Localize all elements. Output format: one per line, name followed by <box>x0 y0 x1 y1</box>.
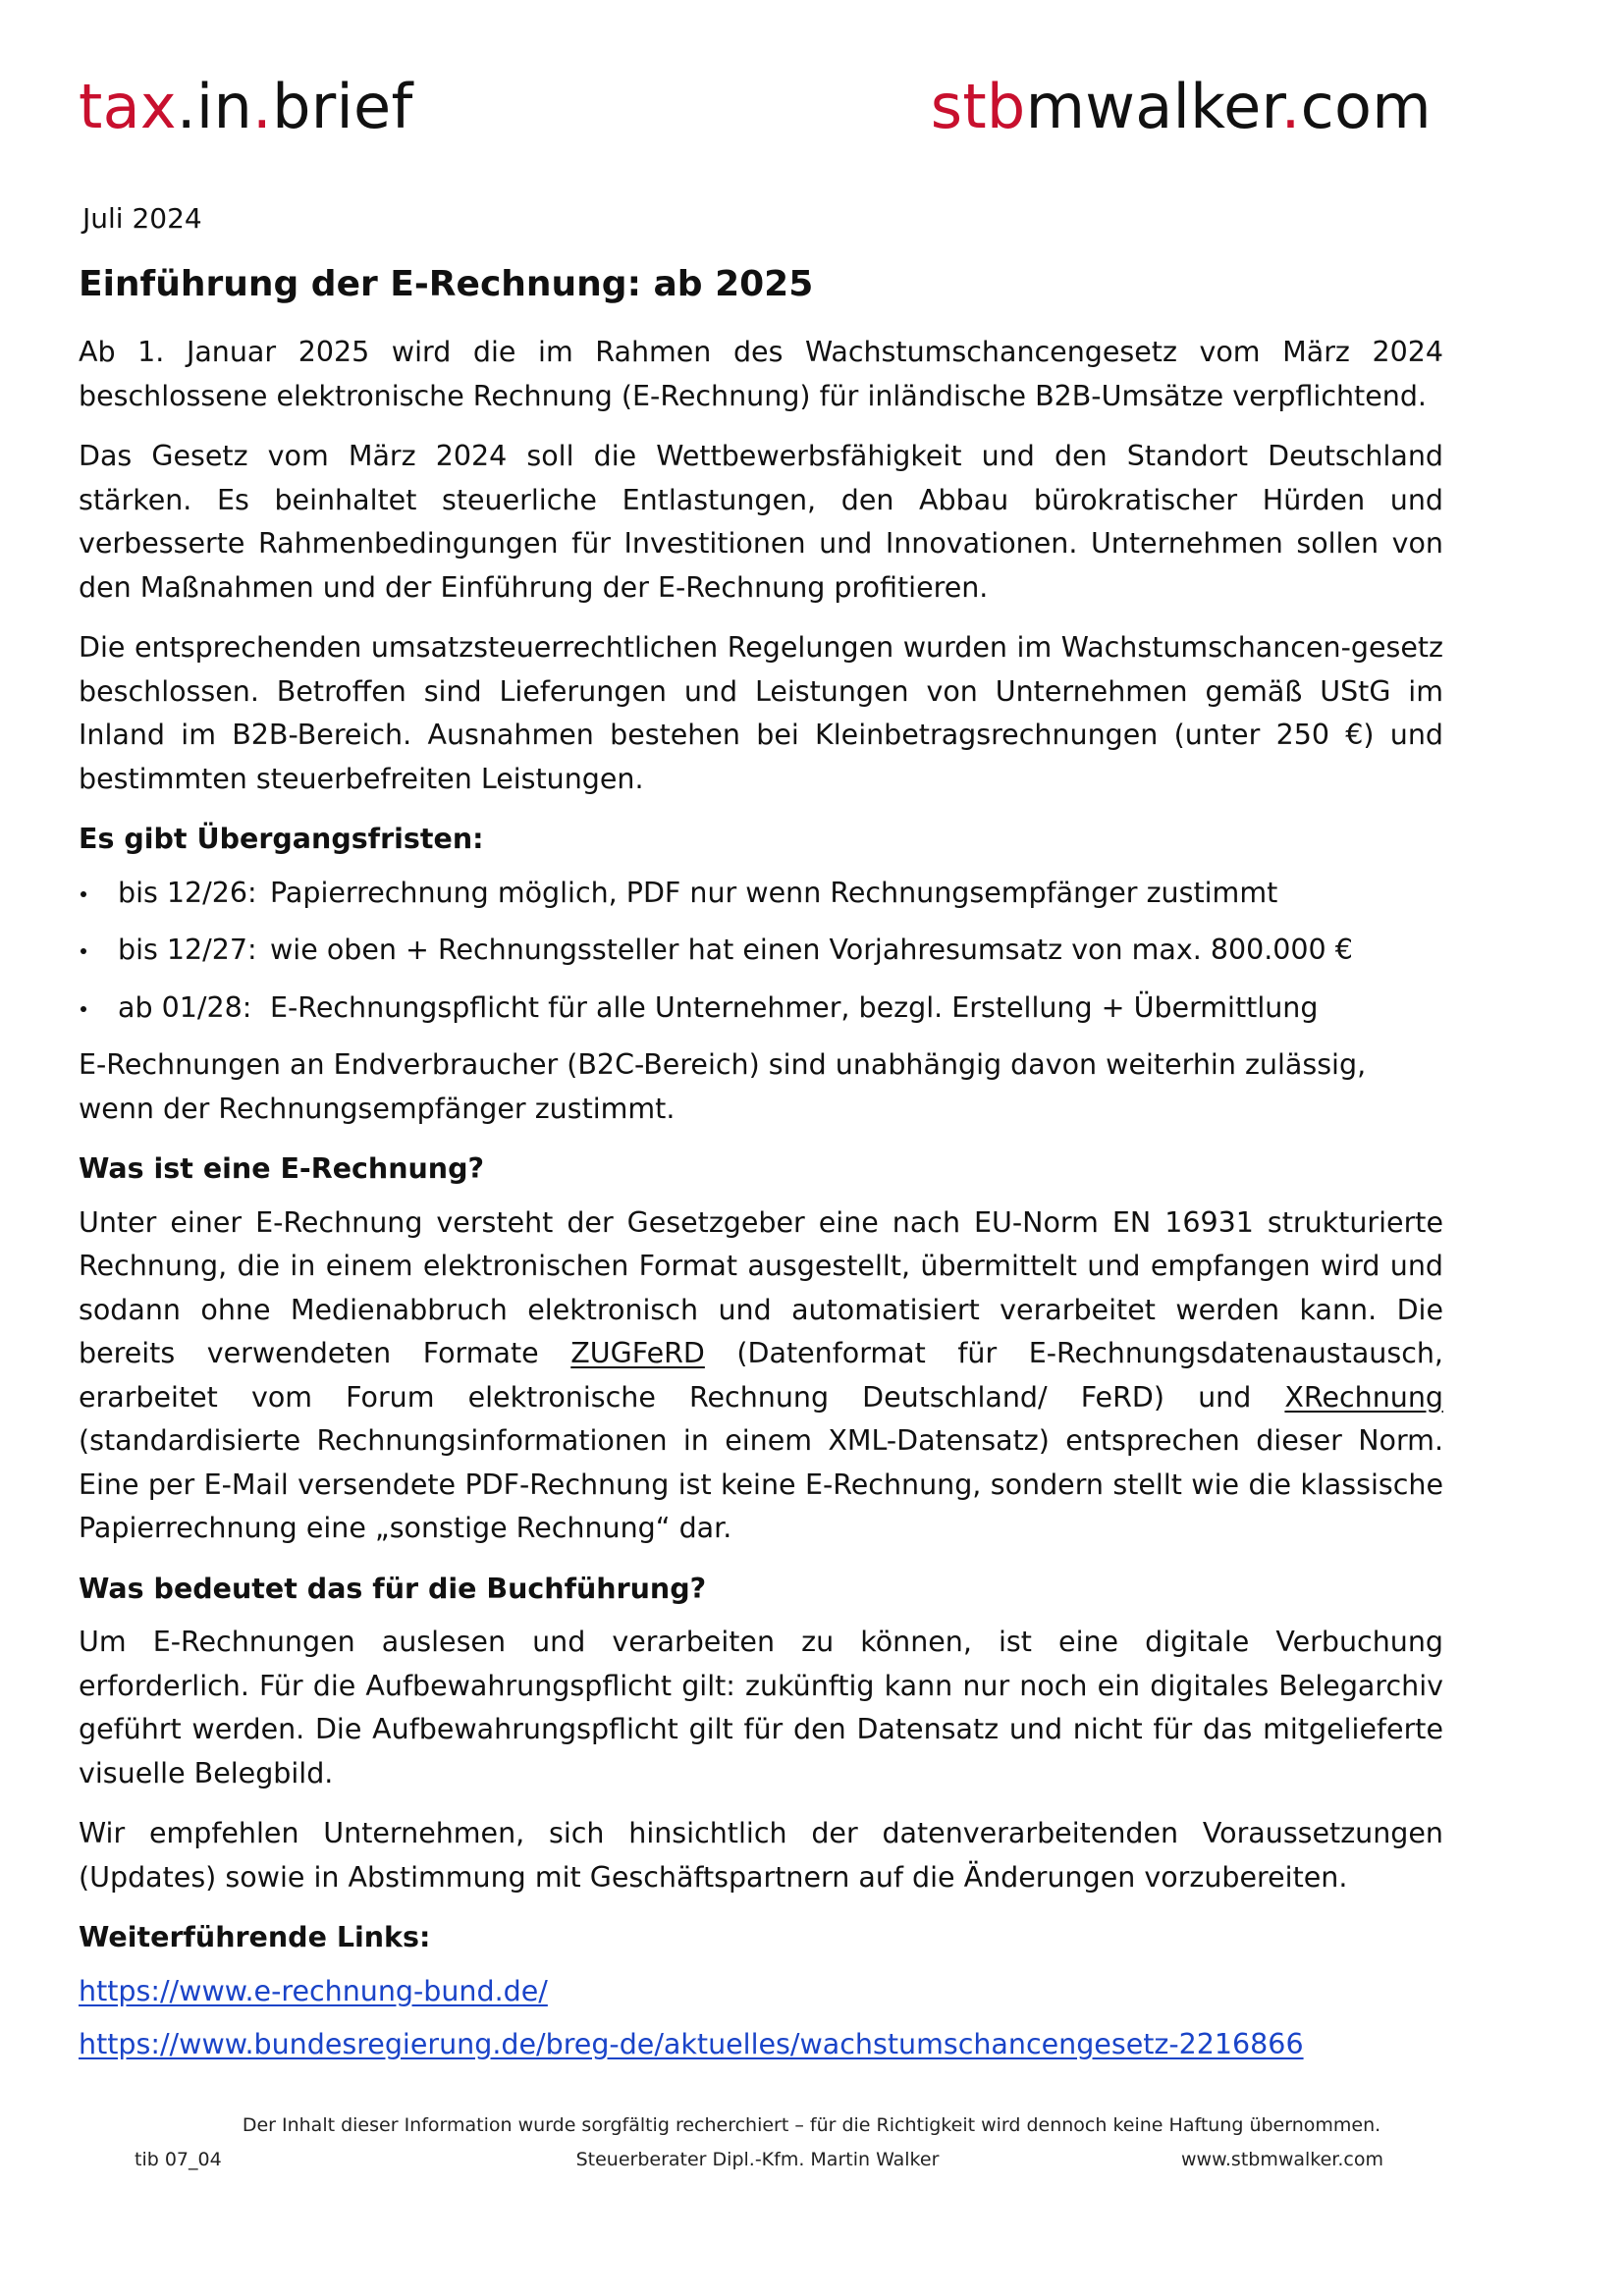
bookkeeping-heading: Was bedeutet das für die Buchführung? <box>79 1572 707 1605</box>
period-text: Papierrechnung möglich, PDF nur wenn Rechnungsempfänger zustimmt <box>270 876 1278 909</box>
period-term: bis 12/26: <box>118 876 257 909</box>
link-bundesregierung[interactable]: https://www.bundesregierung.de/breg-de/aktuelles/wachstumschancengesetz-2216866 <box>79 2028 1304 2060</box>
b2c-paragraph: E-Rechnungen an Endverbraucher (B2C-Bereich) sind unabhängig davon weiterhin zulässig, wenn der Rechnungsempfänger zustimmt. <box>79 1048 1367 1125</box>
footer-author: Steuerberater Dipl.-Kfm. Martin Walker <box>575 2149 940 2170</box>
period-text: E-Rechnungspflicht für alle Unternehmer, bezgl. Erstellung + Übermittlung <box>270 990 1319 1024</box>
page-title: Einführung der E-Rechnung: ab 2025 <box>79 264 814 304</box>
brand-right-part-com: com <box>1300 71 1432 142</box>
law-paragraph: Das Gesetz vom März 2024 soll die Wettbewerbsfähigkeit und den Standort Deutschland stärken. Es beinhaltet steuerliche Entlastungen, den Abbau bürokratischer Hürden und verbesserte Rahmenbedingungen für Investitionen und Innovationen. Unternehmen sollen von den Maßnahmen und der Einführung der E-Rechnung profitieren. <box>79 440 1443 604</box>
period-text: wie oben + Rechnungssteller hat einen Vorjahresumsatz von max. 800.000 € <box>270 934 1353 966</box>
regulations-paragraph: Die entsprechenden umsatzsteuerrechtlichen Regelungen wurden im Wachstumschancen-gesetz beschlossen. Betroffen sind Lieferungen und Leistungen von Unternehmen gemäß UStG im Inland im B2B-Bereich. Ausnahmen bestehen bei Kleinbetragsrechnungen (unter 250 €) und bestimmten steuerbefreiten Leistungen. <box>79 631 1443 795</box>
definition-text-2: (Datenformat für E-Rechnungsdatenaustausch, erarbeitet vom Forum elektronische Rechnung Deutschland/ FeRD) und <box>79 1337 1443 1414</box>
definition-text-1: Unter einer E-Rechnung versteht der Gesetzgeber eine nach EU-Norm EN 16931 strukturierte Rechnung, die in einem elektronischen Format ausgestellt, übermittelt und empfangen wird und sodann ohne Medienabbruch elektronisch und automatisiert verarbeitet werden kann. Die bereits verwendeten Formate <box>79 1205 1443 1369</box>
transition-periods-list <box>79 872 1443 1031</box>
footer-website: www.stbmwalker.com <box>1181 2149 1383 2170</box>
brand-right-dot: . <box>1280 71 1301 142</box>
brand-logo-tax-in-brief <box>79 71 413 142</box>
recommendation-paragraph: Wir empfehlen Unternehmen, sich hinsichtlich der datenverarbeitenden Voraussetzungen (Updates) sowie in Abstimmung mit Geschäftspartnern auf die Änderungen vorzubereiten. <box>79 1817 1443 1894</box>
footer-disclaimer: Der Inhalt dieser Information wurde sorgfältig recherchiert – für die Richtigkeit wird dennoch keine Haftung übernommen. <box>242 2114 1381 2136</box>
definition-text-3: (standardisierte Rechnungsinformationen in einem XML-Datensatz) entsprechen dieser Norm. Eine per E-Mail versendete PDF-Rechnung ist keine E-Rechnung, sondern stellt wie die klassische Papierrechnung eine „sonstige Rechnung“ dar. <box>79 1424 1443 1544</box>
further-links-list <box>79 1970 1443 2067</box>
list-item <box>79 929 1443 973</box>
link-e-rechnung-bund[interactable]: https://www.e-rechnung-bund.de/ <box>79 1974 548 2007</box>
brand-right-part-stb: stb <box>930 71 1026 142</box>
intro-paragraph: Ab 1. Januar 2025 wird die im Rahmen des Wachstumschancengesetz vom März 2024 beschlossene elektronische Rechnung (E-Rechnung) für inländische B2B-Umsätze verpflichtend. <box>79 336 1443 412</box>
bullet-icon <box>81 948 86 954</box>
article-body <box>79 331 1443 2077</box>
period-term: ab 01/28: <box>118 990 252 1024</box>
bullet-icon <box>81 891 86 897</box>
brand-left-part-tax: tax <box>79 71 177 142</box>
brand-logo-stbmwalker <box>930 71 1432 142</box>
bullet-icon <box>81 1006 86 1012</box>
further-links-heading: Weiterführende Links: <box>79 1921 431 1953</box>
xrechnung-link[interactable]: XRechnung <box>1284 1380 1443 1414</box>
what-is-heading: Was ist eine E-Rechnung? <box>79 1152 485 1185</box>
footer-code: tib 07_04 <box>135 2149 222 2170</box>
zugferd-link[interactable]: ZUGFeRD <box>570 1337 705 1369</box>
brand-left-part-brief: brief <box>272 71 413 142</box>
list-item <box>79 987 1443 1031</box>
brand-right-part-mwalker: mwalker <box>1025 71 1281 142</box>
definition-paragraph <box>79 1201 1443 1551</box>
issue-date: Juli 2024 <box>82 202 202 235</box>
brand-left-dot-1: . <box>176 71 196 142</box>
bookkeeping-paragraph: Um E-Rechnungen auslesen und verarbeiten zu können, ist eine digitale Verbuchung erforderlich. Für die Aufbewahrungspflicht gilt: zukünftig kann nur noch ein digitales Belegarchiv geführt werden. Die Aufbewahrungspflicht gilt für den Datensatz und nicht für das mitgelieferte visuelle Belegbild. <box>79 1626 1443 1789</box>
list-item <box>79 872 1443 916</box>
transition-periods-heading: Es gibt Übergangsfristen: <box>79 823 484 855</box>
brand-left-part-in: in <box>195 71 253 142</box>
period-term: bis 12/27: <box>118 934 257 966</box>
brand-left-dot-2: . <box>252 71 273 142</box>
